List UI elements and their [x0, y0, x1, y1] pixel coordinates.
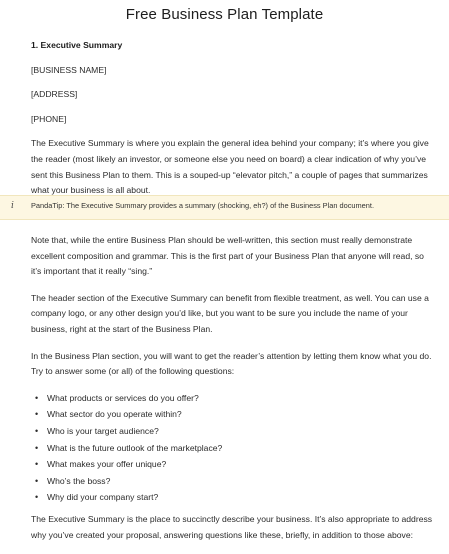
intro-paragraph: The Executive Summary is where you explain the general idea behind your company; it’s where you give the reader (most likely an investor, or someone else you need on board) a clear indication of why you’ve sent this Business Plan to them. This is a souped-up “elevator pitch,” a couple of pages that summarizes what your business is all about. [31, 138, 429, 196]
list-item: • Why did your company start? [31, 490, 435, 506]
paragraph-questions-intro: In the Business Plan section, you will want to get the reader’s attention by letting them know what you do. Try to answer some (or all) of the following questions: [31, 350, 432, 377]
list-item: • What makes your offer unique? [31, 457, 435, 473]
phone-placeholder[interactable]: [PHONE] [31, 113, 67, 124]
business-name-placeholder[interactable]: [BUSINESS NAME] [31, 64, 107, 75]
document-body-top [31, 38, 435, 210]
list-item: • Who’s the boss? [31, 474, 435, 490]
paragraph-composition: Note that, while the entire Business Plan should be well-written, this section must really demonstrate excellent composition and grammar. This is the first part of your Business Plan that anyone will read, so it’s important that it really “sing.” [31, 235, 424, 277]
list-item: • What sector do you operate within? [31, 407, 435, 423]
info-icon: i [11, 201, 14, 211]
section-heading: 1. Executive Summary [31, 40, 123, 50]
paragraph-header-section: The header section of the Executive Summary can benefit from flexible treatment, as well. You can use a company logo, or any other design you’d like, but you want to be sure you include the name of your business, right at the start of the Business Plan. [31, 292, 429, 334]
questions-list [31, 391, 435, 506]
panda-tip-text: PandaTip: The Executive Summary provides a summary (shocking, eh?) of the Business Plan document. [31, 201, 375, 210]
document-body-bottom [31, 233, 435, 554]
list-item: • What is the future outlook of the marketplace? [31, 441, 435, 457]
list-item: • What products or services do you offer? [31, 391, 435, 407]
panda-tip-callout [0, 195, 449, 220]
document-title: Free Business Plan Template [125, 6, 324, 23]
list-item: • Who is your target audience? [31, 424, 435, 440]
closing-paragraph: The Executive Summary is the place to succinctly describe your business. It’s also appropriate to address why you’ve created your proposal, answering questions like these, briefly, in addition to those above: [31, 513, 433, 540]
address-placeholder[interactable]: [ADDRESS] [31, 89, 78, 100]
